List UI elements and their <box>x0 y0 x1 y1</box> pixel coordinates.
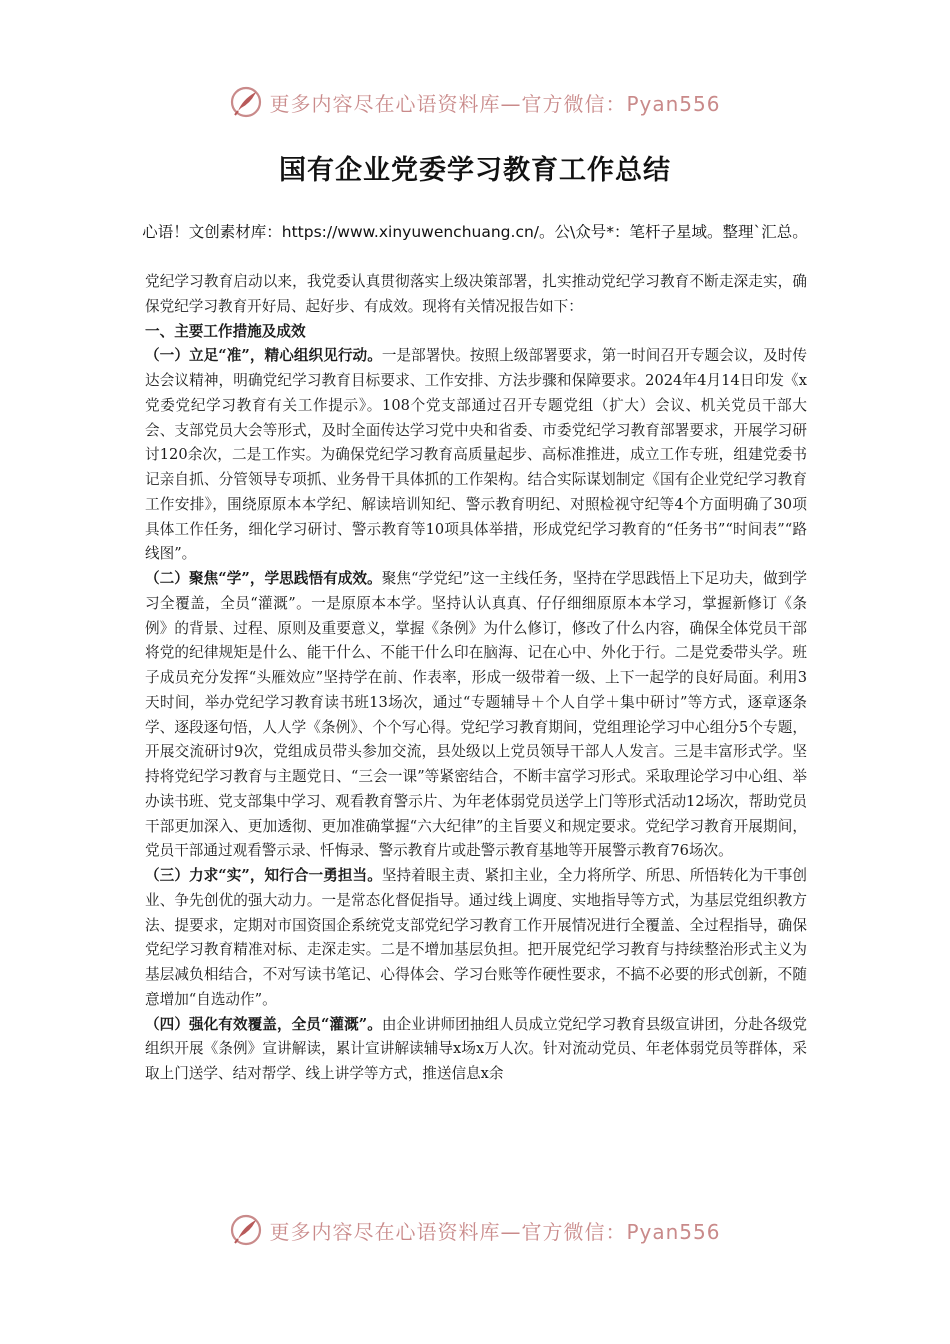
paragraph-1-lead: （一）立足“准”，精心组织见行动。 <box>145 347 382 365</box>
paragraph-4 <box>145 1013 807 1087</box>
paragraph-1-body: 一是部署快。按照上级部署要求，第一时间召开专题会议，及时传达会议精神，明确党纪学习教育目标要求、工作安排、方法步骤和保障要求。2024年4月14日印发《x党委党纪学习教育有关工作提示》。108个党支部通过召开专题党组（扩大）会议、机关党员干部大会、支部党员大会等形式，及时全面传达学习党中央和省委、市委党纪学习教育部署要求，开展学习研讨120余次，二是工作实。为确保党纪学习教育高质量起步、高标准推进，成立工作专班，组建党委书记亲自抓、分管领导专项抓、业务骨干具体抓的工作架构。结合实际谋划制定《国有企业党纪学习教育工作安排》，围绕原原本本学纪、解读培训知纪、警示教育明纪、对照检视守纪等4个方面明确了30项具体工作任务，细化学习研讨、警示教育等10项具体举措，形成党纪学习教育的“任务书”“时间表”“路线图”。 <box>145 347 807 563</box>
watermark-text: 更多内容尽在心语资料库—官方微信：Pyan556 <box>269 1219 721 1244</box>
paragraph-2-lead: （二）聚焦“学”，学思践悟有成效。 <box>145 570 382 587</box>
paragraph-2 <box>145 567 807 864</box>
paragraph-3-body: 坚持着眼主责、紧扣主业，全力将所学、所思、所悟转化为干事创业、争先创优的强大动力。一是常态化督促指导。通过线上调度、实地指导等方式，为基层党组织教方法、提要求，定期对市国资国企系统党支部党纪学习教育工作开展情况进行全覆盖、全过程指导，确保党纪学习教育精准对标、走深走实。二是不增加基层负担。把开展党纪学习教育与持续整治形式主义为基层减负相结合，不对写读书笔记、心得体会、学习台账等作硬性要求，不搞不必要的形式创新，不随意增加“自选动作”。 <box>145 867 807 1008</box>
quill-logo-icon <box>229 1213 263 1247</box>
watermark-text: 更多内容尽在心语资料库—官方微信：Pyan556 <box>269 91 721 116</box>
paragraph-1 <box>145 344 807 567</box>
intro-paragraph: 党纪学习教育启动以来，我党委认真贯彻落实上级决策部署，扎实推动党纪学习教育不断走深走实，确保党纪学习教育开好局、起好步、有成效。现将有关情况报告如下： <box>145 273 807 315</box>
section-heading: 一、主要工作措施及成效 <box>145 322 306 340</box>
source-line: 心语！文创素材库：https://www.xinyuwenchuang.cn/。公\众号*：笔杆子星域。整理`汇总。 <box>142 223 808 241</box>
paragraph-2-body: 聚焦“学党纪”这一主线任务，坚持在学思践悟上下足功夫，做到学习全覆盖，全员“灌溉”。一是原原本本学。坚持认认真真、仔仔细细原原本本学习，掌握新修订《条例》的背景、过程、原则及重要意义，掌握《条例》为什么修订，修改了什么内容，确保全体党员干部将党的纪律规矩是什么、能干什么、不能干什么印在脑海、记在心中、外化于行。二是党委带头学。班子成员充分发挥“头雁效应”坚持学在前、作表率，形成一级带着一级、上下一起学的良好局面。利用3天时间，举办党纪学习教育读书班13场次，通过“专题辅导＋个人自学＋集中研讨”等方式，逐章逐条学、逐段逐句悟，人人学《条例》、个个写心得。党纪学习教育期间，党组理论学习中心组分5个专题，开展交流研讨9次，党组成员带头参加交流，县处级以上党员领导干部人人发言。三是丰富形式学。坚持将党纪学习教育与主题党日、“三会一课”等紧密结合，不断丰富学习形式。采取理论学习中心组、举办读书班、党支部集中学习、观看教育警示片、为年老体弱党员送学上门等形式活动12场次，帮助党员干部更加深入、更加透彻、更加准确掌握“六大纪律”的主旨要义和规定要求。党纪学习教育开展期间，党员干部通过观看警示录、忏悔录、警示教育片或赴警示教育基地等开展警示教育76场次。 <box>145 570 807 860</box>
footer-watermark-banner <box>0 1210 950 1250</box>
quill-logo-icon <box>229 85 263 119</box>
paragraph-3-lead: （三）力求“实”，知行合一勇担当。 <box>145 867 382 884</box>
paragraph-3 <box>145 864 807 1013</box>
paragraph-4-lead: （四）强化有效覆盖，全员“灌溉”。 <box>145 1015 382 1033</box>
document-title: 国有企业党委学习教育工作总结 <box>279 155 671 186</box>
paragraph-4-body: 由企业讲师团抽组人员成立党纪学习教育县级宣讲团，分赴各级党组织开展《条例》宣讲解读，累计宣讲解读辅导x场x万人次。针对流动党员、年老体弱党员等群体，采取上门送学、结对帮学、线上讲学等方式，推送信息x余 <box>145 1015 807 1082</box>
document-body <box>145 270 807 1087</box>
header-watermark-banner <box>0 82 950 122</box>
